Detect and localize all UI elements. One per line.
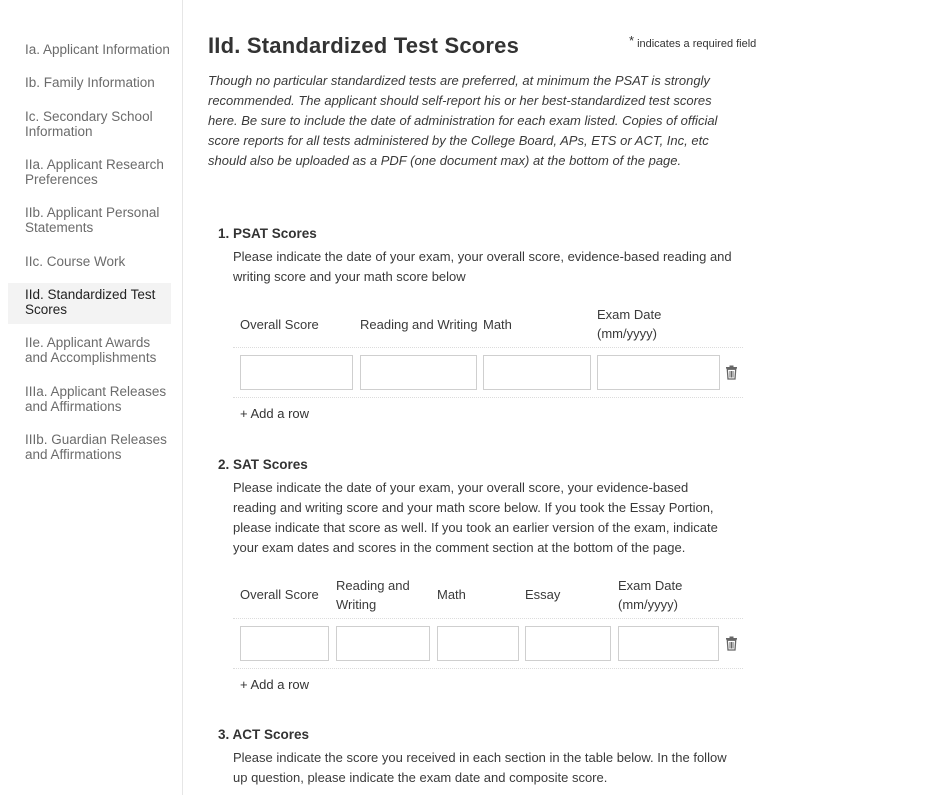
sat-header-divider xyxy=(233,618,743,619)
psat-col-reading-writing: Reading and Writing xyxy=(360,317,478,332)
psat-col-overall-score: Overall Score xyxy=(240,317,319,332)
sat-col-reading-writing: Reading and Writing xyxy=(336,578,410,612)
sat-col-exam-date: Exam Date (mm/yyyy) xyxy=(618,578,683,612)
sat-reading-writing-input[interactable] xyxy=(336,626,430,661)
required-star: * xyxy=(629,33,635,48)
sidebar-item-awards-accomplishments[interactable]: IIe. Applicant Awards and Accomplishments xyxy=(25,335,157,365)
psat-overall-score-input[interactable] xyxy=(240,355,353,390)
sidebar-item-applicant-releases[interactable]: IIIa. Applicant Releases and Affirmations xyxy=(25,384,167,414)
psat-math-input[interactable] xyxy=(483,355,591,390)
sidebar-item-course-work[interactable]: IIc. Course Work xyxy=(25,254,126,269)
intro-text: Though no particular standardized tests are preferred, at minimum the PSAT is strongly recommended. The applicant should self-report his or her best-standardized test scores here. Be sure to include the date of administration for each exam listed. Copies of official score reports for all tests administered by the College Board, APs, ETS or ACT, Inc, etc should also be uploaded as a PDF (one document max) at the bottom of the page. xyxy=(208,73,718,168)
psat-col-exam-date: Exam Date (mm/yyyy) xyxy=(597,307,662,341)
required-field-note xyxy=(629,35,756,50)
page-title: IId. Standardized Test Scores xyxy=(208,33,520,58)
sat-add-row-link[interactable]: + Add a row xyxy=(240,677,310,692)
psat-row-divider xyxy=(233,397,743,398)
sat-question-description: Please indicate the date of your exam, your overall score, your evidence-based reading and writing score and your math score below. If you took the Essay Portion, please indicate that score as well. If you took an earlier version of the exam, indicate your exam dates and scores in the comment section at the bottom of the page. xyxy=(233,480,718,555)
trash-icon[interactable] xyxy=(725,365,739,381)
sidebar-item-applicant-information[interactable]: Ia. Applicant Information xyxy=(25,42,170,57)
main-content xyxy=(208,0,925,795)
sat-col-essay: Essay xyxy=(525,587,561,602)
sat-col-overall-score: Overall Score xyxy=(240,587,319,602)
sat-col-math: Math xyxy=(437,587,466,602)
sidebar-item-personal-statements[interactable]: IIb. Applicant Personal Statements xyxy=(25,205,160,235)
sidebar-nav xyxy=(0,0,183,795)
sat-question-title: 2. SAT Scores xyxy=(218,457,308,472)
trash-icon[interactable] xyxy=(725,636,739,652)
act-question-title: 3. ACT Scores xyxy=(218,727,310,742)
sidebar-item-secondary-school-information[interactable]: Ic. Secondary School Information xyxy=(25,109,153,139)
sat-exam-date-input[interactable] xyxy=(618,626,719,661)
sidebar-item-standardized-test-scores[interactable]: IId. Standardized Test Scores xyxy=(8,283,171,324)
psat-reading-writing-input[interactable] xyxy=(360,355,477,390)
sidebar-item-family-information[interactable]: Ib. Family Information xyxy=(25,75,155,90)
psat-add-row-link[interactable]: + Add a row xyxy=(240,406,310,421)
sat-math-input[interactable] xyxy=(437,626,519,661)
psat-header-divider xyxy=(233,347,743,348)
psat-question-description: Please indicate the date of your exam, your overall score, evidence-based reading and writing score and your math score below xyxy=(233,249,732,284)
sidebar-item-guardian-releases[interactable]: IIIb. Guardian Releases and Affirmations xyxy=(25,432,167,462)
sidebar-item-research-preferences[interactable]: IIa. Applicant Research Preferences xyxy=(25,157,164,187)
required-note-text: indicates a required field xyxy=(637,38,757,50)
sat-essay-input[interactable] xyxy=(525,626,611,661)
psat-question-title: 1. PSAT Scores xyxy=(218,226,317,241)
sat-overall-score-input[interactable] xyxy=(240,626,329,661)
psat-col-math: Math xyxy=(483,317,512,332)
sat-row-divider xyxy=(233,668,743,669)
act-question-description: Please indicate the score you received in each section in the table below. In the follow up question, please indicate the exam date and composite score. xyxy=(233,750,727,785)
psat-exam-date-input[interactable] xyxy=(597,355,720,390)
